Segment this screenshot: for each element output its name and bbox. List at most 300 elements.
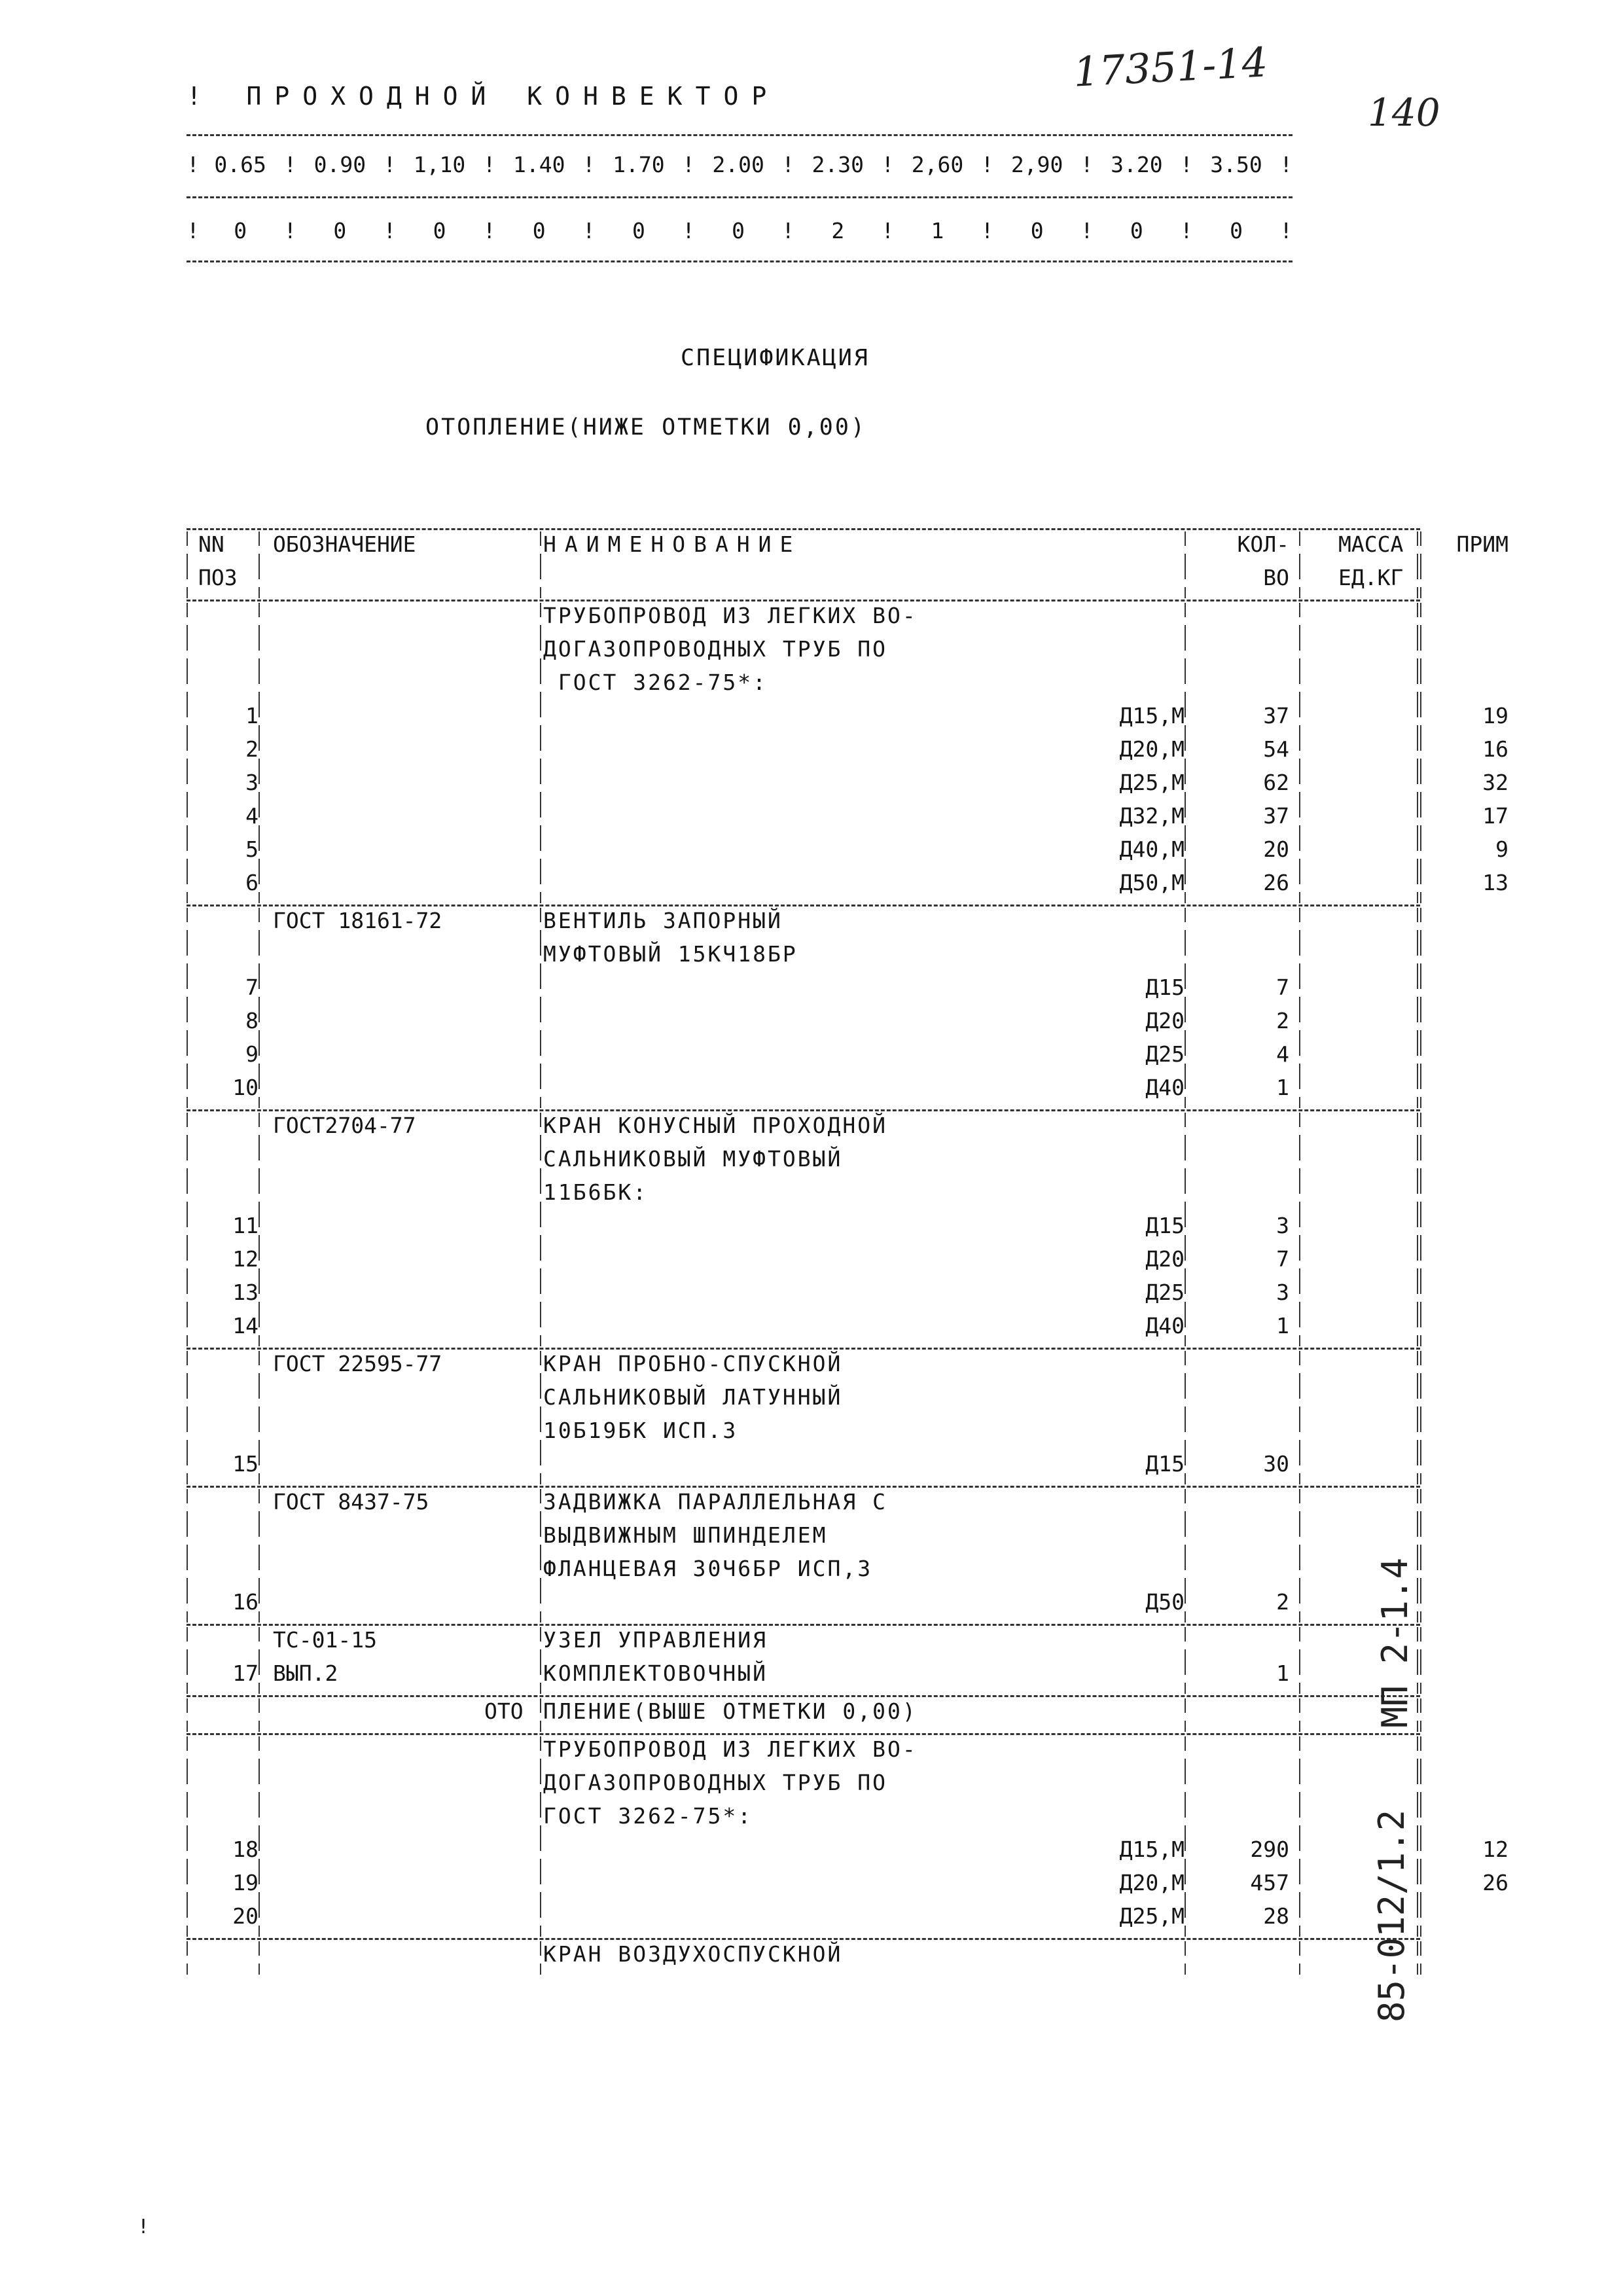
column-separator [1299,1351,1300,1384]
column-separator [1417,1384,1418,1418]
qty-cell: 1 [1276,1660,1289,1686]
column-separator [1299,975,1300,1008]
column-separator [1185,603,1186,636]
note-cell: 32 [1482,770,1508,795]
column-separator [1185,1903,1186,1937]
column-separator [259,870,260,903]
size-cell: 1.70 ! [596,152,695,177]
column-separator [1299,1870,1300,1903]
column-separator [1417,1627,1418,1660]
note-cell: 16 [1482,736,1508,762]
pos-cell: 8 [245,1008,259,1033]
column-separator [540,1941,541,1975]
column-separator [1299,1803,1300,1837]
column-separator [1185,908,1186,941]
table-row [187,736,1508,770]
column-separator [1420,836,1421,870]
pos-cell: 5 [245,836,259,862]
divider [187,260,1293,262]
column-separator [1417,1146,1418,1179]
size-cell: 0.65 ! [197,152,296,177]
column-separator [187,565,188,598]
column-separator [259,703,260,736]
table-row [187,1556,1420,1589]
note-cell: 12 [1482,1837,1508,1862]
pos-cell: 16 [232,1589,259,1615]
column-separator [1185,1589,1186,1623]
qty-cell: 1 [1276,1313,1289,1338]
column-separator [1299,1451,1300,1484]
count-cell: 1 ! [894,218,993,243]
column-separator [1417,1903,1418,1937]
column-separator [1417,1489,1418,1522]
pos-cell: 20 [232,1903,259,1929]
column-separator [1417,1213,1418,1246]
name-cell: 11Б6БК: [543,1179,649,1205]
column-separator [540,1451,541,1484]
column-separator [259,1280,260,1313]
column-separator [540,703,541,736]
row-divider [187,1348,1420,1350]
column-separator [259,670,260,703]
column-separator [187,770,188,803]
pos-cell: 15 [232,1451,259,1477]
column-separator [1417,1941,1418,1975]
table-row [187,1384,1420,1418]
column-separator [1299,941,1300,975]
pos-cell: 18 [232,1837,259,1862]
table-row [187,770,1508,803]
column-separator [259,603,260,636]
table-row [187,636,1420,670]
column-separator [1299,770,1300,803]
convector-counts-row: ! 0 ! 0 ! 0 ! 0 ! 0 ! 0 ! 2 ! 1 ! 0 ! 0 ! 0 ! [187,218,1293,243]
column-separator [540,1008,541,1041]
column-separator [187,975,188,1008]
size-cell: Д20,М [1119,736,1185,762]
column-separator [187,670,188,703]
note-cell: 19 [1482,703,1508,728]
column-separator [187,1589,188,1623]
column-separator [540,1522,541,1556]
table-row [187,870,1508,903]
table-row [187,1313,1420,1346]
column-separator [259,1589,260,1623]
pos-cell: 4 [245,803,259,829]
column-separator [187,1837,188,1870]
column-separator [540,870,541,903]
column-separator [1299,1280,1300,1313]
column-separator [187,1246,188,1280]
size-cell: 1.40 ! [496,152,596,177]
column-separator [1299,670,1300,703]
name-cell: КРАН КОНУСНЫЙ ПРОХОДНОЙ [543,1113,887,1138]
header-designation: ОБОЗНАЧЕНИЕ [273,531,416,557]
column-separator [187,603,188,636]
column-separator [259,1522,260,1556]
column-separator [187,1522,188,1556]
table-row [187,531,1508,565]
table-row [187,670,1420,703]
name-cell: ФЛАНЦЕВАЯ 30Ч6БР ИСП,3 [543,1556,873,1581]
qty-cell: 3 [1276,1280,1289,1305]
pos-cell: 11 [232,1213,259,1238]
column-separator [259,1770,260,1803]
table-row [187,1351,1420,1384]
qty-cell: 62 [1263,770,1289,795]
column-separator [259,1351,260,1384]
column-separator [540,1837,541,1870]
column-separator [187,1627,188,1660]
column-separator [1420,603,1421,636]
count-cell: 0 ! [496,218,596,243]
row-divider [187,1486,1420,1488]
designation-cell: ГОСТ2704-77 [273,1113,416,1138]
column-separator [540,636,541,670]
pos-cell: 10 [232,1075,259,1100]
column-separator [1420,1351,1421,1384]
column-separator [187,1041,188,1075]
column-separator [187,1418,188,1451]
pos-cell: 13 [232,1280,259,1305]
column-separator [1420,941,1421,975]
column-separator [1299,1146,1300,1179]
column-separator [1185,975,1186,1008]
size-cell: Д40,М [1119,836,1185,862]
qty-cell: 457 [1250,1870,1289,1895]
size-cell: Д40 [1145,1075,1185,1100]
column-separator [1299,836,1300,870]
table-row [187,1075,1420,1108]
column-separator [540,770,541,803]
column-separator [1417,1179,1418,1213]
qty-cell: 20 [1263,836,1289,862]
table-row [187,1803,1420,1837]
table-row [187,1451,1420,1484]
column-separator [1185,1418,1186,1451]
size-cell: 2.30 ! [794,152,894,177]
size-cell: Д20 [1145,1008,1185,1033]
column-separator [1420,1589,1421,1623]
table-row [187,1736,1420,1770]
section-break-title: ПЛЕНИЕ(ВЫШЕ ОТМЕТКИ 0,00) [543,1698,918,1724]
column-separator [1417,1556,1418,1589]
name-cell: ТРУБОПРОВОД ИЗ ЛЕГКИХ ВО- [543,1736,918,1762]
column-separator [187,1146,188,1179]
column-separator [259,1213,260,1246]
column-separator [1417,1280,1418,1313]
table-row [187,1903,1420,1937]
pos-cell: 7 [245,975,259,1000]
table-row [187,1589,1420,1623]
column-separator [1299,1384,1300,1418]
column-separator [540,1736,541,1770]
column-separator [540,1280,541,1313]
column-separator [540,1041,541,1075]
column-separator [187,941,188,975]
column-separator [1185,1489,1186,1522]
column-separator [259,1418,260,1451]
column-separator [187,736,188,770]
column-separator [540,736,541,770]
divider [187,134,1293,136]
size-cell: Д25,М [1119,770,1185,795]
column-separator [259,1313,260,1346]
column-separator [1420,1698,1421,1732]
designation-cell: ГОСТ 22595-77 [273,1351,442,1376]
column-separator [1420,1313,1421,1346]
count-cell: 0 ! [1193,218,1293,243]
column-separator [1299,1903,1300,1937]
column-separator [259,1179,260,1213]
pos-cell: 3 [245,770,259,795]
column-separator [1417,1522,1418,1556]
row-divider [187,1695,1420,1697]
column-separator [1299,1770,1300,1803]
column-separator [1185,836,1186,870]
qty-cell: 30 [1263,1451,1289,1477]
column-separator [540,975,541,1008]
table-row [187,836,1508,870]
qty-cell: 1 [1276,1075,1289,1100]
column-separator [540,836,541,870]
column-separator [1299,1313,1300,1346]
column-separator [1299,908,1300,941]
table-row [187,703,1508,736]
column-separator [1185,770,1186,803]
column-separator [1417,870,1418,903]
page-number: 140 [1368,90,1440,135]
qty-cell: 26 [1263,870,1289,895]
table-row [187,1770,1420,1803]
qty-cell: 28 [1263,1903,1289,1929]
column-separator [187,1384,188,1418]
column-separator [1299,736,1300,770]
column-separator [1420,1418,1421,1451]
qty-cell: 37 [1263,803,1289,829]
column-separator [259,1870,260,1903]
column-separator [187,531,188,565]
count-cell: 0 ! [596,218,695,243]
name-cell: 10Б19БК ИСП.3 [543,1418,738,1443]
column-separator [1420,670,1421,703]
designation-cell: ВЫП.2 [273,1660,338,1686]
column-separator [540,803,541,836]
column-separator [1420,1451,1421,1484]
name-cell: ЗАДВИЖКА ПАРАЛЛЕЛЬНАЯ С [543,1489,887,1515]
size-cell: Д40 [1145,1313,1185,1338]
column-separator [1417,1041,1418,1075]
column-separator [187,636,188,670]
qty-cell: 290 [1250,1837,1289,1862]
column-separator [1417,1803,1418,1837]
column-separator [1417,603,1418,636]
table-row [187,975,1420,1008]
column-separator [540,1903,541,1937]
column-separator [540,1803,541,1837]
column-separator [1299,565,1300,598]
column-separator [259,636,260,670]
column-separator [259,908,260,941]
column-separator [540,1556,541,1589]
qty-cell: 4 [1276,1041,1289,1067]
column-separator [1299,1589,1300,1623]
table-row [187,1627,1420,1660]
column-separator [1420,975,1421,1008]
column-separator [1185,1627,1186,1660]
column-separator [1420,908,1421,941]
column-separator [259,1941,260,1975]
row-divider [187,1624,1420,1626]
column-separator [187,1008,188,1041]
column-separator [1299,1246,1300,1280]
column-separator [1185,1179,1186,1213]
column-separator [259,1384,260,1418]
column-separator [259,531,260,565]
pos-cell: 9 [245,1041,259,1067]
pos-cell: 12 [232,1246,259,1272]
size-cell: Д15,М [1119,1837,1185,1862]
name-cell: КРАН ПРОБНО-СПУСКНОЙ [543,1351,843,1376]
column-separator [259,1113,260,1146]
column-separator [1417,770,1418,803]
column-separator [1420,803,1421,836]
column-separator [187,1770,188,1803]
column-separator [1420,870,1421,903]
column-separator [1185,1660,1186,1694]
name-cell: КОМПЛЕКТОВОЧНЫЙ [543,1660,768,1686]
column-separator [1299,1522,1300,1556]
table-row [187,941,1420,975]
column-separator [540,1213,541,1246]
column-separator [540,1384,541,1418]
column-separator [259,1451,260,1484]
name-cell: УЗЕЛ УПРАВЛЕНИЯ [543,1627,768,1653]
column-separator [259,1146,260,1179]
column-separator [1299,1736,1300,1770]
column-separator [1420,1627,1421,1660]
column-separator [1420,1837,1421,1870]
column-separator [1299,1837,1300,1870]
column-separator [259,1903,260,1937]
column-separator [187,1941,188,1975]
column-separator [259,1627,260,1660]
column-separator [1417,636,1418,670]
column-separator [1185,1837,1186,1870]
convector-sizes-row: ! 0.65 ! 0.90 ! 1,10 ! 1.40 ! 1.70 ! 2.00 ! 2.30 ! 2,60 ! 2,90 ! 3.20 ! 3.50 ! [187,152,1293,177]
column-separator [1417,1837,1418,1870]
column-separator [1420,736,1421,770]
column-separator [259,1008,260,1041]
album-code-stamp: 85-012/1.2 [1371,1809,1412,2022]
qty-cell: 7 [1276,1246,1289,1272]
column-separator [187,908,188,941]
convector-title: ! ПРОХОДНОЙ КОНВЕКТОР [187,82,780,111]
table-row [187,1660,1420,1694]
column-separator [1185,565,1186,598]
note-cell: 13 [1482,870,1508,895]
column-separator [1420,1770,1421,1803]
column-separator [1185,1803,1186,1837]
column-separator [1420,1179,1421,1213]
table-row [187,803,1508,836]
column-separator [1299,1041,1300,1075]
column-separator [1299,1627,1300,1660]
column-separator [187,1113,188,1146]
column-separator [1420,1803,1421,1837]
size-cell: Д15 [1145,1451,1185,1477]
pos-cell: 14 [232,1313,259,1338]
size-cell: Д15,М [1119,703,1185,728]
size-cell: 2,60 ! [894,152,993,177]
column-separator [259,1837,260,1870]
column-separator [1417,1113,1418,1146]
column-separator [187,1870,188,1903]
column-separator [1417,1451,1418,1484]
column-separator [1185,1770,1186,1803]
note-cell: 17 [1482,803,1508,829]
table-row [187,1837,1508,1870]
size-cell: 1,10 ! [396,152,495,177]
table-row [187,1280,1420,1313]
column-separator [1417,736,1418,770]
column-separator [1299,803,1300,836]
column-separator [1185,803,1186,836]
name-cell: ВЫДВИЖНЫМ ШПИНДЕЛЕМ [543,1522,828,1548]
column-separator [1420,1213,1421,1246]
column-separator [259,1075,260,1108]
column-separator [540,1698,541,1732]
column-separator [1417,1008,1418,1041]
column-separator [1185,1213,1186,1246]
column-separator [187,1736,188,1770]
name-cell: ДОГАЗОПРОВОДНЫХ ТРУБ ПО [543,1770,887,1795]
table-row [187,1698,1420,1732]
column-separator [187,1179,188,1213]
name-cell: ТРУБОПРОВОД ИЗ ЛЕГКИХ ВО- [543,603,918,628]
table-row [187,1418,1420,1451]
column-separator [1420,1280,1421,1313]
column-separator [187,1213,188,1246]
header-qty-2: ВО [1263,565,1289,590]
pos-cell: 17 [232,1660,259,1686]
header-name: НАИМЕНОВАНИЕ [543,531,802,557]
column-separator [540,941,541,975]
column-separator [540,565,541,598]
spec-title: СПЕЦИФИКАЦИЯ [681,345,870,371]
column-separator [1299,531,1300,565]
corner-mark: ! [137,2215,150,2238]
column-separator [1185,1041,1186,1075]
name-cell: КРАН ВОЗДУХОСПУСКНОЙ [543,1941,843,1967]
column-separator [1420,703,1421,736]
column-separator [1420,1870,1421,1903]
table-row [187,1213,1420,1246]
column-separator [540,1313,541,1346]
size-cell: Д15 [1145,1213,1185,1238]
column-separator [1185,1113,1186,1146]
column-separator [259,1803,260,1837]
column-separator [540,1870,541,1903]
count-cell: 0 ! [296,218,396,243]
row-divider [187,1938,1420,1940]
column-separator [540,1589,541,1623]
size-cell: Д25,М [1119,1903,1185,1929]
column-separator [1420,1246,1421,1280]
section-break-left: ОТО [484,1698,524,1724]
column-separator [1417,1870,1418,1903]
column-separator [1420,1384,1421,1418]
